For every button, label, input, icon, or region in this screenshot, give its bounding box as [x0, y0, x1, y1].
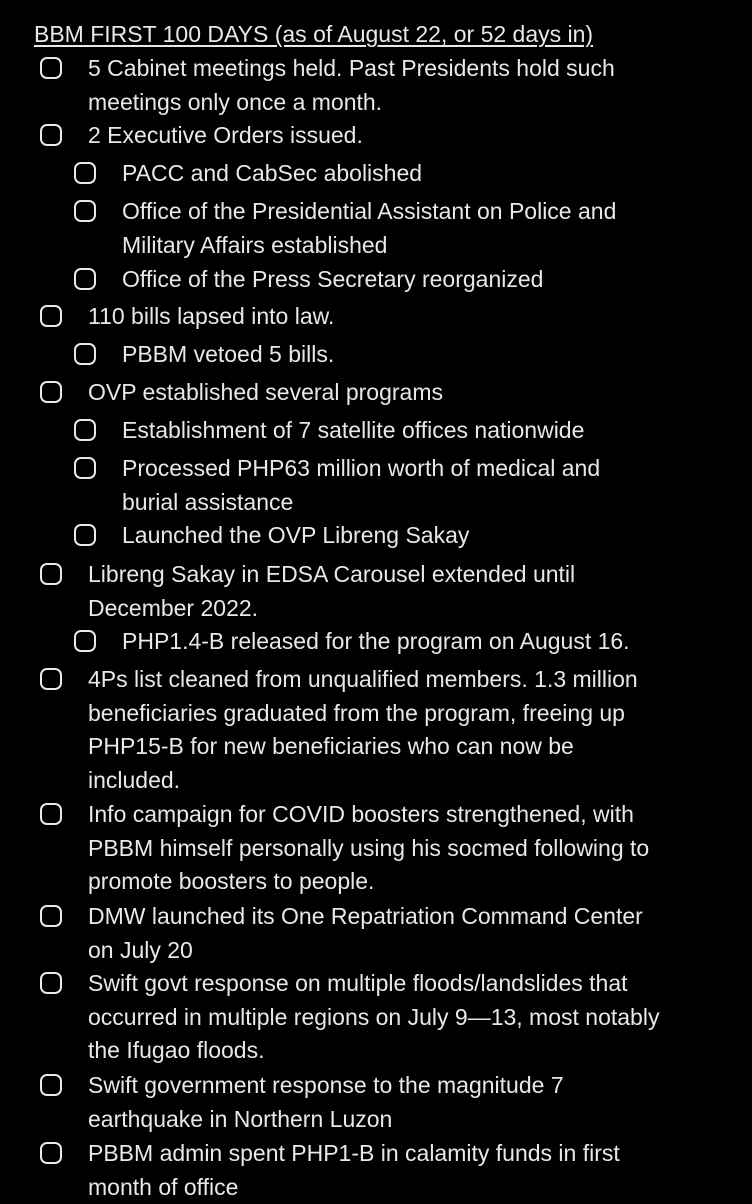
item-text: Office of the Presidential Assistant on Police and Military Affairs established	[122, 198, 617, 258]
item-text: PBBM vetoed 5 bills.	[122, 341, 335, 367]
checkbox[interactable]	[40, 905, 62, 927]
checkbox[interactable]	[74, 343, 96, 365]
checkbox[interactable]	[74, 457, 96, 479]
item-text: 4Ps list cleaned from unqualified members. 1.3 million beneficiaries graduated from the program, freeing up PHP15-B for new beneficiaries who can now be included.	[88, 666, 638, 793]
item-text: 2 Executive Orders issued.	[88, 122, 363, 148]
checkbox[interactable]	[74, 419, 96, 441]
checkbox[interactable]	[74, 162, 96, 184]
checklist-title: BBM FIRST 100 DAYS (as of August 22, or 52 days in)	[34, 21, 594, 47]
item-text: Establishment of 7 satellite offices nationwide	[122, 417, 585, 443]
checkbox[interactable]	[74, 268, 96, 290]
item-text: PHP1.4-B released for the program on August 16.	[122, 628, 630, 654]
checkbox[interactable]	[40, 803, 62, 825]
checkbox[interactable]	[40, 305, 62, 327]
item-text: Libreng Sakay in EDSA Carousel extended until December 2022.	[88, 561, 576, 621]
item-text: Info campaign for COVID boosters strengthened, with PBBM himself personally using his socmed following to promote boosters to people.	[88, 801, 650, 895]
checkbox[interactable]	[40, 972, 62, 994]
checkbox[interactable]	[74, 200, 96, 222]
item-text: 110 bills lapsed into law.	[88, 303, 335, 329]
item-text: Office of the Press Secretary reorganized	[122, 266, 544, 292]
item-text: Processed PHP63 million worth of medical and burial assistance	[122, 455, 601, 515]
checkbox[interactable]	[40, 1074, 62, 1096]
item-text: PBBM admin spent PHP1-B in calamity funds in first month of office	[88, 1140, 620, 1200]
checkbox[interactable]	[40, 563, 62, 585]
item-text: Launched the OVP Libreng Sakay	[122, 522, 470, 548]
item-text: DMW launched its One Repatriation Command Center on July 20	[88, 903, 643, 963]
checkbox[interactable]	[40, 1142, 62, 1164]
item-text: OVP established several programs	[88, 379, 443, 405]
item-text: Swift government response to the magnitude 7 earthquake in Northern Luzon	[88, 1072, 564, 1132]
checkbox[interactable]	[40, 668, 62, 690]
checkbox[interactable]	[74, 630, 96, 652]
checkbox[interactable]	[40, 381, 62, 403]
checkbox[interactable]	[74, 524, 96, 546]
item-text: PACC and CabSec abolished	[122, 160, 423, 186]
checkbox[interactable]	[40, 124, 62, 146]
item-text: 5 Cabinet meetings held. Past Presidents hold such meetings only once a month.	[88, 55, 615, 115]
checkbox[interactable]	[40, 57, 62, 79]
item-text: Swift govt response on multiple floods/landslides that occurred in multiple regions on July 9—13, most notably the Ifugao floods.	[88, 970, 660, 1064]
